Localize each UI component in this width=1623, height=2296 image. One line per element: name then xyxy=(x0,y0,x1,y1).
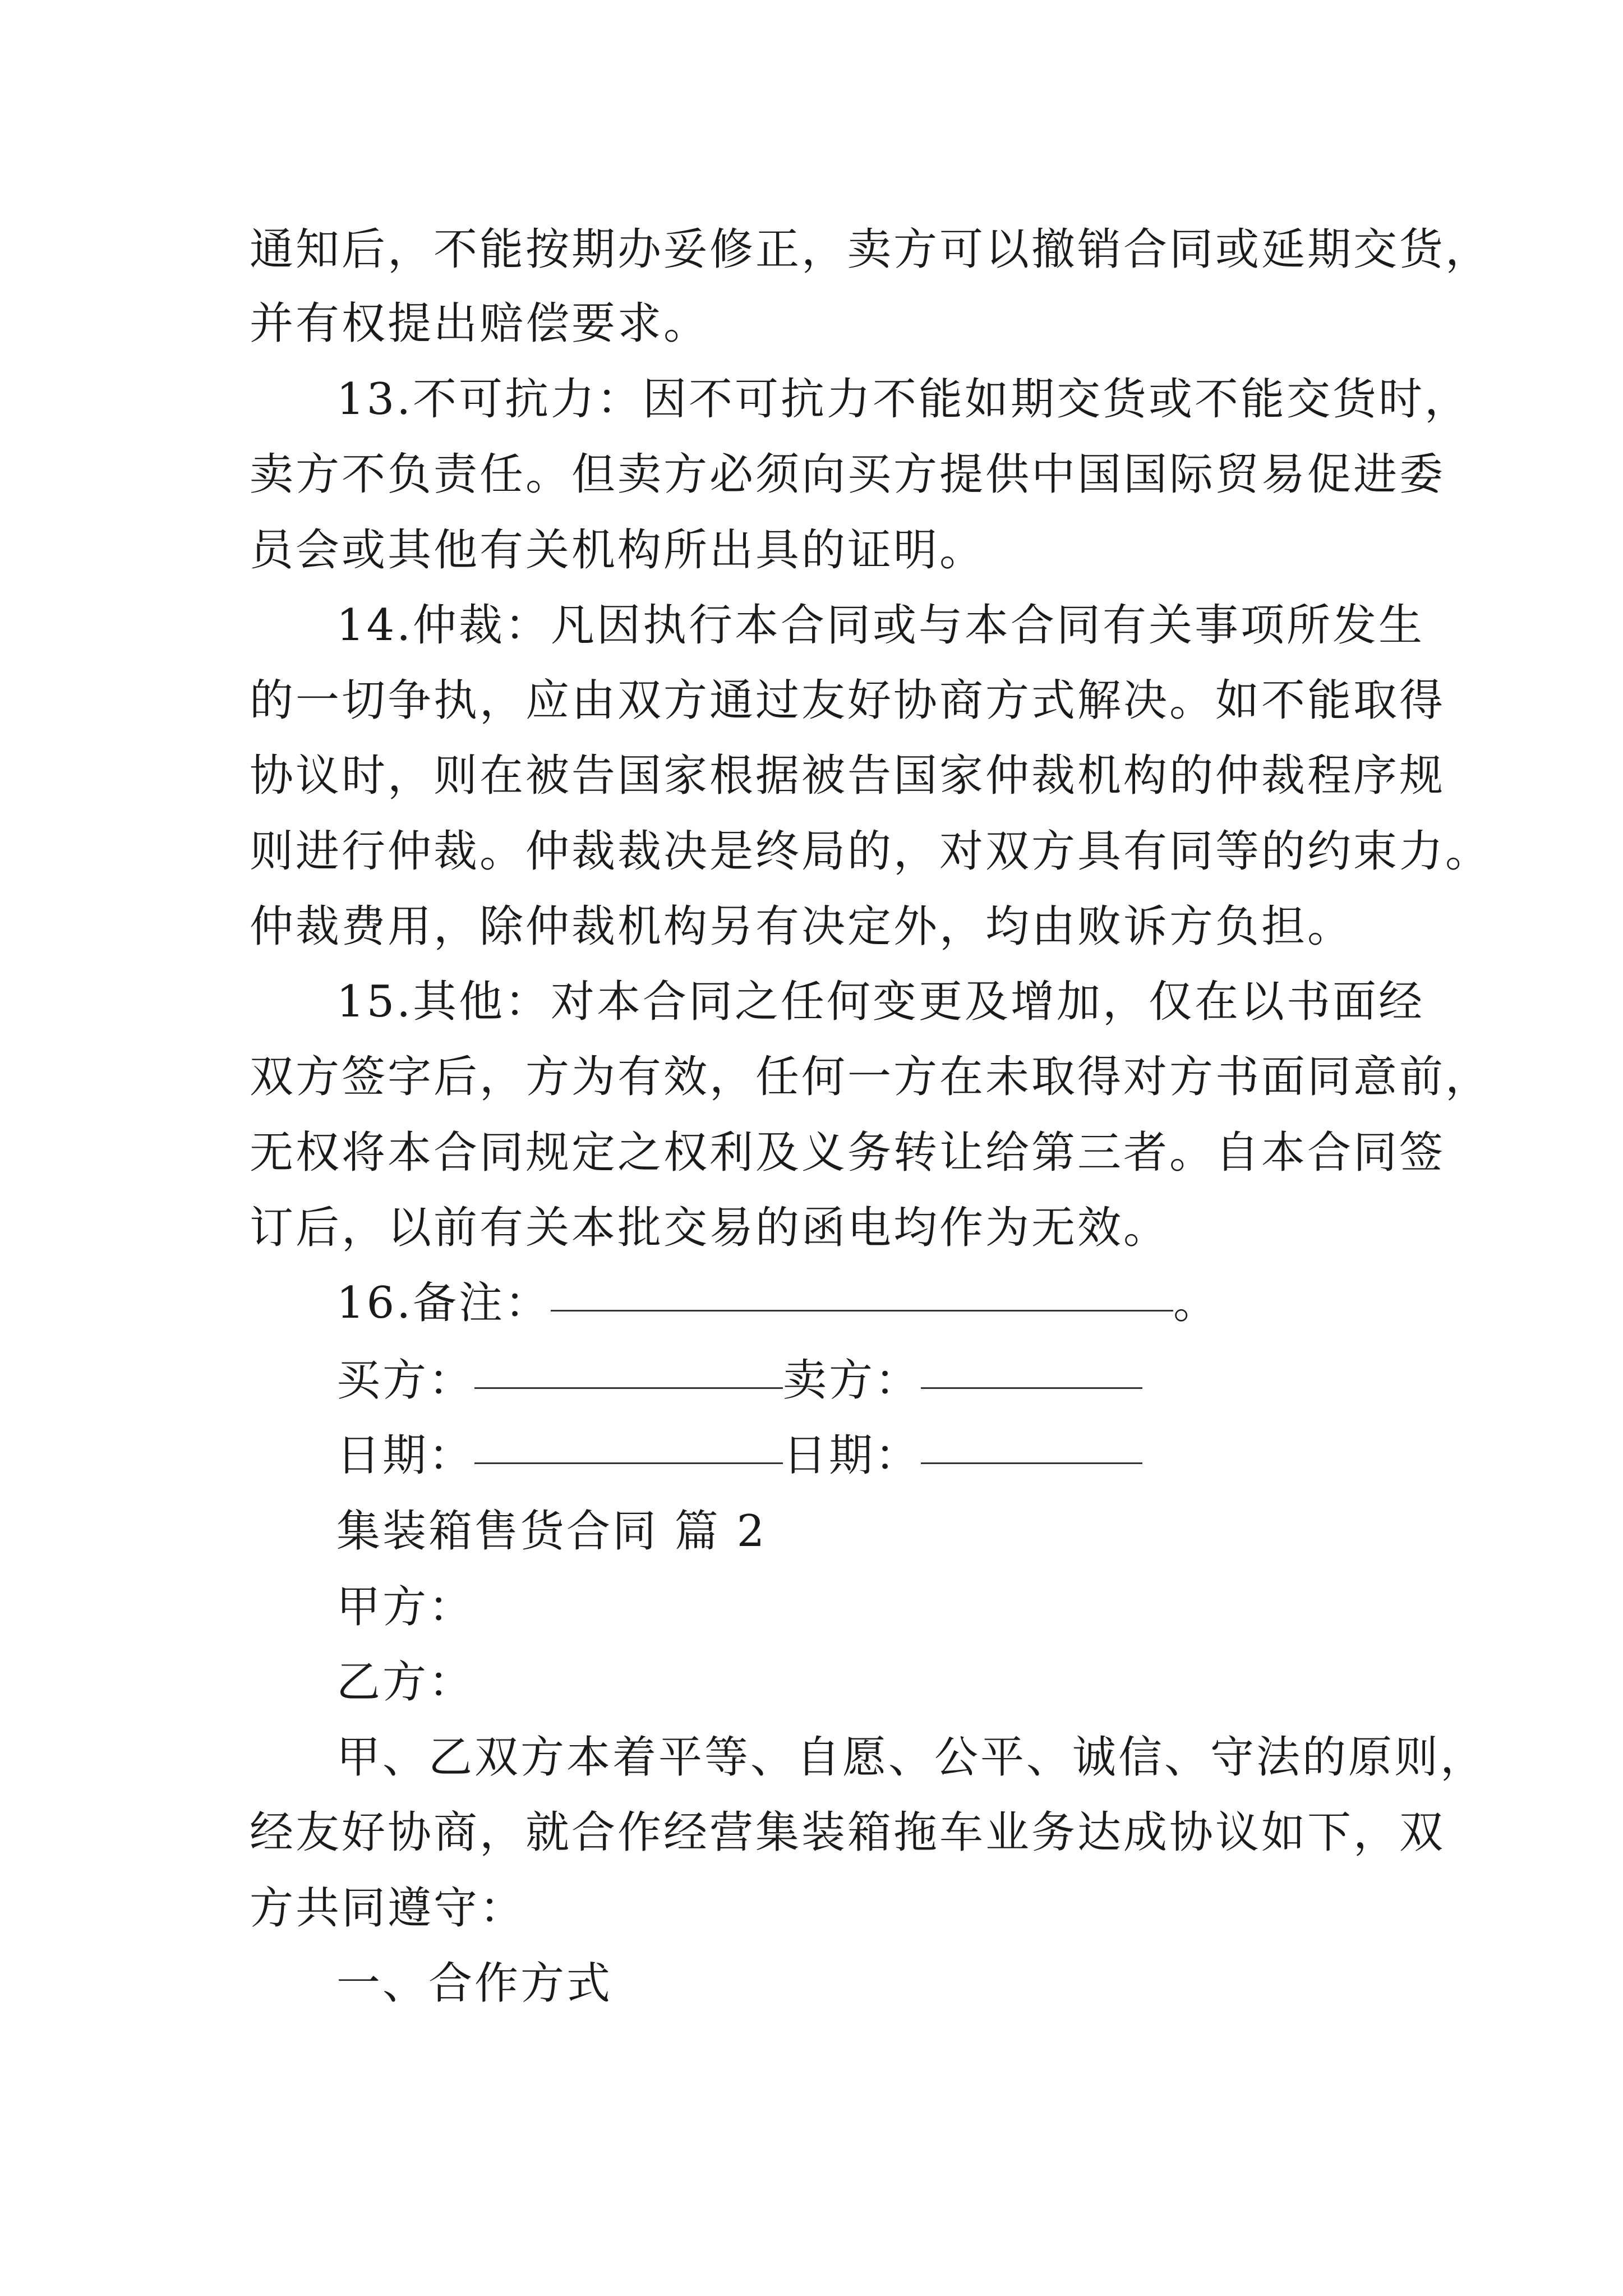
text-line: 通知后，不能按期办妥修正，卖方可以撤销合同或延期交货， xyxy=(250,224,1492,275)
remarks-blank[interactable] xyxy=(551,1275,1173,1312)
intro-line: 经友好协商，就合作经营集装箱拖车业务达成协议如下，双 xyxy=(250,1807,1446,1858)
text-line: 员会或其他有关机构所出具的证明。 xyxy=(250,525,986,576)
party-b-label: 乙方： xyxy=(336,1657,475,1708)
intro-line: 甲、乙双方本着平等、自愿、公平、诚信、守法的原则， xyxy=(336,1732,1487,1783)
section-heading-cooperation: 一、合作方式 xyxy=(336,1958,613,2009)
seller-label: 卖方： xyxy=(783,1355,921,1406)
clause-14-line: 14.仲裁：凡因执行本合同或与本合同有关事项所发生 xyxy=(336,600,1425,651)
remarks-label: 16.备注： xyxy=(336,1278,551,1328)
text-line: 则进行仲裁。仲裁裁决是终局的，对双方具有同等的约束力。 xyxy=(250,826,1492,877)
intro-line: 方共同遵守： xyxy=(250,1883,526,1934)
clause-15-line: 15.其他：对本合同之任何变更及增加，仅在以书面经 xyxy=(336,977,1425,1027)
section-2-title: 集装箱售货合同 篇 2 xyxy=(336,1506,767,1557)
remarks-end: 。 xyxy=(1173,1278,1220,1328)
buyer-label: 买方： xyxy=(336,1355,475,1406)
text-line: 双方签字后，方为有效，任何一方在未取得对方书面同意前， xyxy=(250,1052,1492,1102)
text-line: 的一切争执，应由双方通过友好协商方式解决。如不能取得 xyxy=(250,675,1446,726)
text-line: 订后，以前有关本批交易的函电均作为无效。 xyxy=(250,1203,1170,1253)
date-blank-buyer[interactable] xyxy=(474,1428,783,1464)
remarks-row xyxy=(336,1275,1219,1331)
seller-blank[interactable] xyxy=(921,1352,1142,1389)
date-label-seller: 日期： xyxy=(783,1430,921,1481)
clause-13-line: 13.不可抗力：因不可抗力不能如期交货或不能交货时， xyxy=(336,374,1471,425)
text-line: 协议时，则在被告国家根据被告国家仲裁机构的仲裁程序规 xyxy=(250,751,1446,801)
text-line: 无权将本合同规定之权利及义务转让给第三者。自本合同签 xyxy=(250,1128,1446,1178)
text-line: 仲裁费用，除仲裁机构另有决定外，均由败诉方负担。 xyxy=(250,901,1354,952)
party-signature-row xyxy=(336,1352,1142,1409)
date-label-buyer: 日期： xyxy=(336,1430,475,1481)
date-blank-seller[interactable] xyxy=(921,1428,1142,1464)
text-line: 卖方不负责任。但卖方必须向买方提供中国国际贸易促进委 xyxy=(250,449,1446,500)
date-row xyxy=(336,1428,1142,1484)
party-a-label: 甲方： xyxy=(336,1582,475,1632)
text-line: 并有权提出赔偿要求。 xyxy=(250,298,710,349)
buyer-blank[interactable] xyxy=(474,1352,783,1389)
